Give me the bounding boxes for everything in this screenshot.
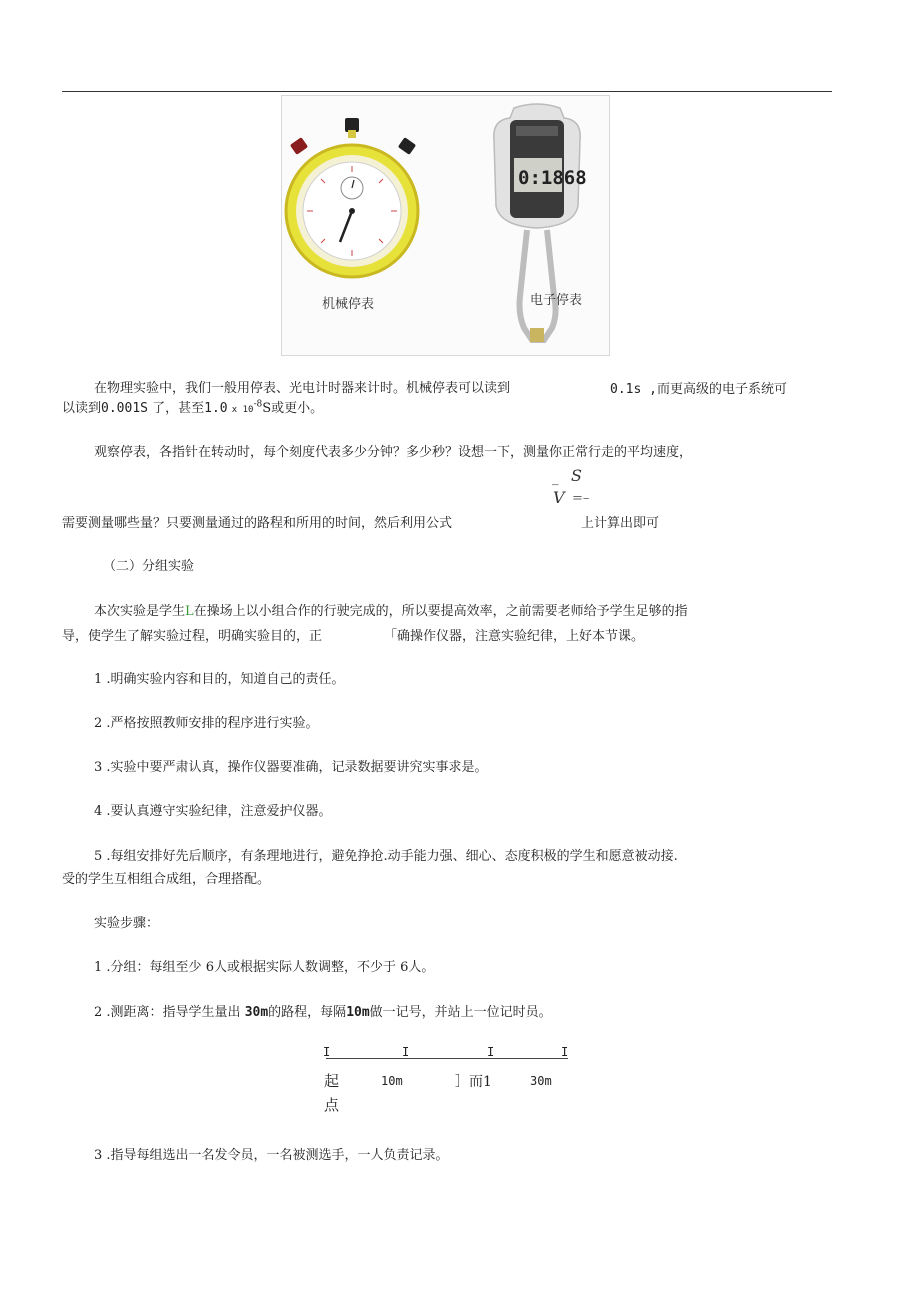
header-rule [62,91,832,92]
track-bracket-label: ］而1 [455,1074,492,1090]
rule-item-4: 4 .要认真遵守实验纪律，注意爱护仪器。 [94,804,332,819]
section-heading: （二）分组实验 [103,559,195,574]
rule-item-1: 1 .明确实验内容和目的，知道自己的责任。 [94,672,345,687]
stopwatch-illustration [282,96,609,355]
para1-line1: 在物理实验中，我们一般用停表、光电计时器来计时。机械停表可以读到 [94,381,511,396]
mechanical-stopwatch-icon [286,118,418,277]
step-3: 3 .指导每组选出一名发令员，一名被测选手，一人负责记录。 [94,1148,449,1163]
rule-item-2: 2 .严格按照教师安排的程序进行实验。 [94,716,319,731]
para2-line2-end: 上计算出即可 [581,516,660,531]
rule-item-5-line2: 受的学生互相组合成组，合理搭配。 [62,872,271,887]
steps-heading: 实验步骤： [94,916,160,931]
formula-eq: =– [572,491,590,506]
track-tick-10m: I [402,1045,410,1059]
formula-v: V [553,488,565,507]
track-10m-label: 10m [381,1074,403,1088]
para1-line1-end: 0.1s ,而更高级的电子系统可 [610,382,787,397]
formula-s: S [571,466,582,485]
track-tick-start: I [323,1045,331,1059]
elec-label: 电子停表 [530,293,583,308]
track-line [326,1058,568,1059]
para2-line1: 观察停表，各指针在转动时，每个刻度代表多少分钟？多少秒？设想一下，测量你正常行走的平均速度， [94,445,693,460]
rule-item-5-line1: 5 .每组安排好先后顺序，有条理地进行，避免挣抢.动手能力强、细心、态度积极的学生和愿意被动接. [94,849,678,864]
track-tick-20m: I [487,1045,495,1059]
mech-label: 机械停表 [322,297,375,312]
track-start-label-2: 点 [324,1096,340,1114]
step-1: 1 .分组：每组至少 6人或根据实际人数调整，不少于 6人。 [94,960,435,975]
lcd-display: 0:1868 [518,167,587,189]
para2-line2: 需要测量哪些量？只要测量通过的路程和所用的时间，然后利用公式 [62,516,453,531]
para3-line1: 本次实验是学生L在操场上以小组合作的行驶完成的，所以要提高效率，之前需要老师给予学生足够的指 [94,604,688,619]
stopwatch-figure [281,95,610,356]
step-2: 2 .测距离：指导学生量出 30m的路程，每隔10m做一记号，并站上一位记时员。 [94,1005,552,1020]
formula-bar: _ [552,471,559,486]
track-30m-label: 30m [530,1074,552,1088]
para1-line2: 以读到0.001S 了，甚至1.0 x $10^{-8}S$或更小。 [62,399,324,416]
para3-line2-end: 「确操作仪器，注意实验纪律，上好本节课。 [384,629,645,644]
track-tick-30m: I [561,1045,569,1059]
rule-item-3: 3 .实验中要严肃认真，操作仪器要准确，记录数据要讲究实事求是。 [94,760,488,775]
track-start-label-1: 起 [324,1072,340,1090]
para3-line2: 导，使学生了解实验过程，明确实验目的，正 [62,629,323,644]
